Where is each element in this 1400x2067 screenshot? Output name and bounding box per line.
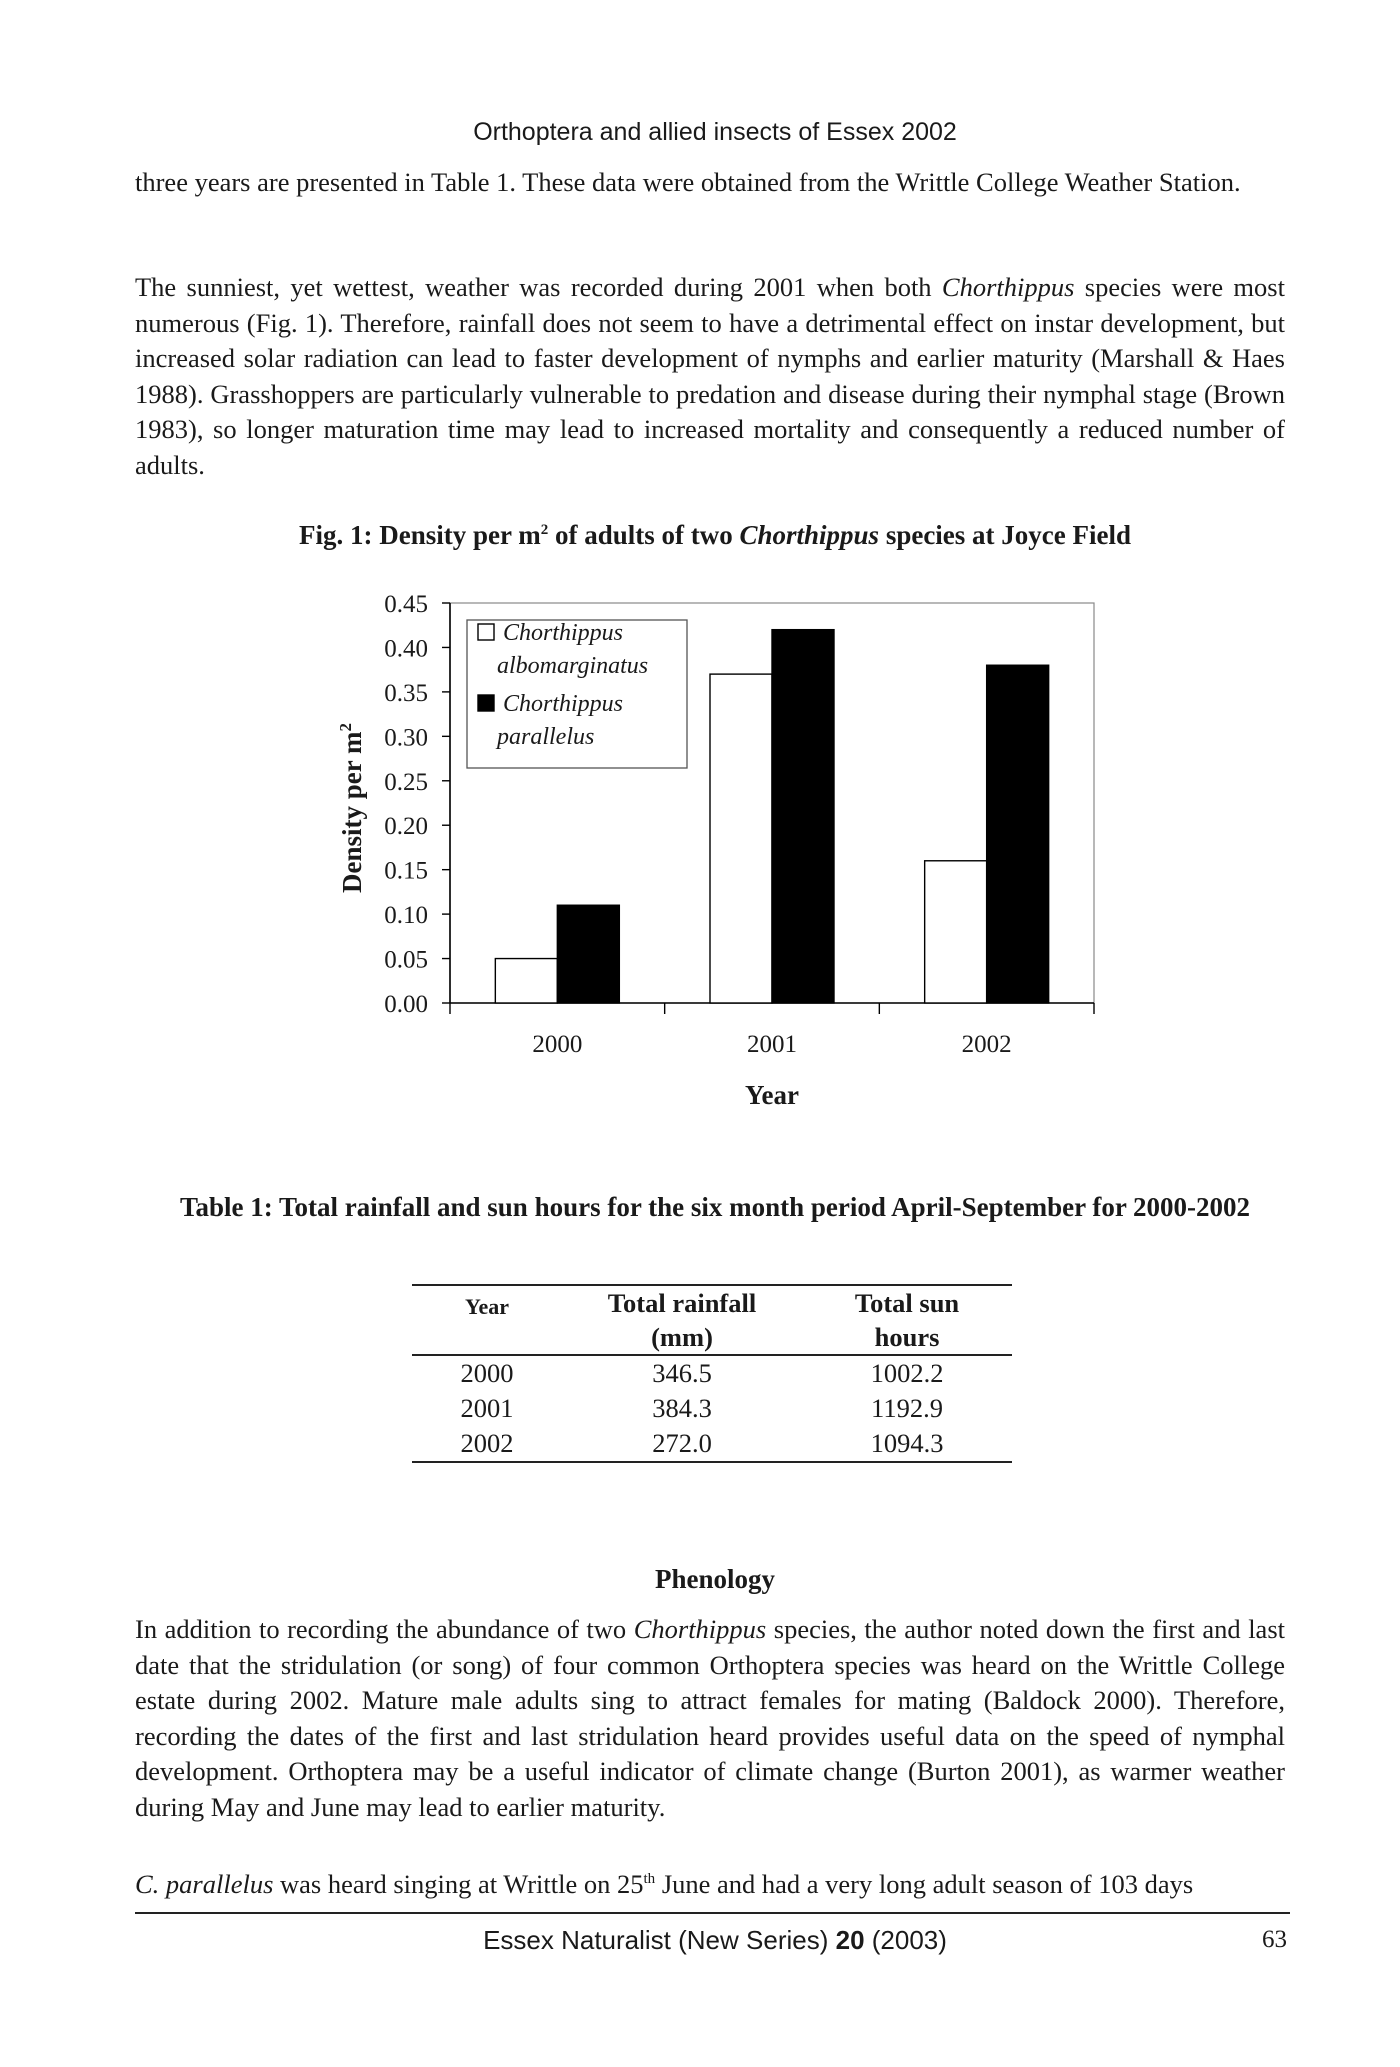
y-tick-label: 0.05 [384,946,428,974]
y-axis-title-text: Density per m [337,731,367,893]
table-header-row [412,1285,1012,1355]
y-tick-label: 0.20 [384,813,428,841]
y-tick-label: 0.35 [384,679,428,707]
legend-label: parallelus [497,724,595,750]
legend-label: albomarginatus [497,653,649,679]
legend-swatch [478,624,494,640]
y-axis-title-superscript: 2 [336,723,355,732]
page-number: 63 [1262,1926,1287,1953]
footer-volume: 20 [835,1925,865,1955]
table-cell-rainfall: 272.0 [652,1428,712,1458]
y-tick-label: 0.25 [384,768,428,796]
footer-journal [0,1925,1400,1956]
table-row [412,1391,1012,1426]
footer-journal-name: Essex Naturalist (New Series) [483,1925,836,1955]
species-genus-name: Chorthippus [941,272,1075,302]
y-tick-label: 0.30 [384,724,428,752]
table-cell-year: 2002 [460,1428,514,1458]
section-heading: Phenology [654,1564,775,1594]
paragraph-text: three years are presented in Table 1. These data were obtained from the Writtle College Weather Station. [135,167,1241,197]
paragraph-text-start: The sunniest, yet wettest, weather was recorded during 2001 when both [135,272,942,302]
table-row [412,1355,1012,1391]
bar-albomarginatus-2002 [925,861,987,1003]
bar-parallelus-2000 [557,905,619,1003]
table-caption: Table 1: Total rainfall and sun hours for the six month period April-September for 2000-2002 [179,1192,1251,1222]
footer-year: (2003) [864,1925,947,1955]
table-cell-rainfall: 384.3 [652,1393,712,1423]
bar-albomarginatus-2000 [495,959,557,1003]
y-axis-title [336,723,367,893]
x-axis-title: Year [745,1080,799,1110]
paragraph-text: was heard singing at Writtle on 25 [273,1868,644,1899]
bar-parallelus-2002 [987,665,1049,1003]
y-tick-label: 0.00 [384,991,428,1018]
table-cell-sun: 1094.3 [870,1428,944,1458]
paragraph-text-rest: species were most numerous (Fig. 1). Therefore, rainfall does not seem to have a detrimental effect on instar development, but increased solar radiation can lead to faster development of nymphs and earlier maturity (Marshall & Haes 1988). Grasshoppers are particularly vulnerable to predation and disease during their nymphal stage (Brown 1983), so longer maturation time may lead to increased mortality and consequently a reduced number of adults. [135,272,1285,480]
table-cell-year: 2000 [460,1358,514,1388]
y-tick-label: 0.45 [384,591,428,618]
table-cell-year: 2001 [460,1393,514,1423]
table-cell-sun: 1002.2 [870,1358,944,1388]
legend-swatch [478,695,494,711]
bar-albomarginatus-2001 [710,674,772,1003]
ordinal-superscript: th [643,1871,656,1887]
paragraph-parallelus [135,1862,1285,1902]
paragraph-text-rest: species, the author noted down the first and last date that the stridulation (or song) of four common Orthoptera species was heard on the Writtle College estate during 2002. Mature male adults sing to attract females for mating (Baldock 2000). Therefore, recording the dates of the first and last stridulation heard provides useful data on the speed of nymphal development. Orthoptera may be a useful indicator of climate change (Burton 2001), as warmer weather during May and June may lead to earlier maturity. [135,1614,1285,1822]
species-genus-name: Chorthippus [633,1614,767,1644]
x-tick-label: 2002 [961,1031,1012,1058]
x-tick-label: 2000 [532,1031,583,1058]
legend-label: Chorthippus [503,691,624,717]
figure-caption-text-3: species at Joyce Field [879,520,1132,550]
figure-caption-genus: Chorthippus [739,520,880,550]
y-tick-label: 0.15 [384,857,428,885]
footer-rule [135,1912,1290,1914]
figure-caption-text-2: of adults of two [548,520,740,550]
bar-parallelus-2001 [772,630,834,1003]
paragraph-text-rest: June and had a very long adult season of 103 days [655,1868,1194,1899]
table-header-rainfall: Total rainfall (mm) [607,1288,757,1352]
table-cell-rainfall: 346.5 [652,1358,712,1388]
x-tick-label: 2001 [747,1031,797,1058]
table-cell-sun: 1192.9 [871,1393,943,1423]
figure-caption-text: Fig. 1: Density per m [298,520,541,550]
y-tick-label: 0.40 [384,635,428,663]
table-header-year: Year [465,1294,509,1319]
legend-label: Chorthippus [503,620,624,646]
paragraph-text-start: In addition to recording the abundance of two [135,1614,634,1644]
table-header-sun: Total sun hours [854,1288,960,1352]
rainfall-sun-table [412,1284,1012,1463]
species-name: C. parallelus [135,1868,274,1899]
table-row [412,1426,1012,1462]
paragraph-phenology [135,1612,1285,1825]
figure-caption-superscript: 2 [540,522,549,538]
running-head: Orthoptera and allied insects of Essex 2002 [473,118,957,146]
y-tick-label: 0.10 [384,902,428,930]
